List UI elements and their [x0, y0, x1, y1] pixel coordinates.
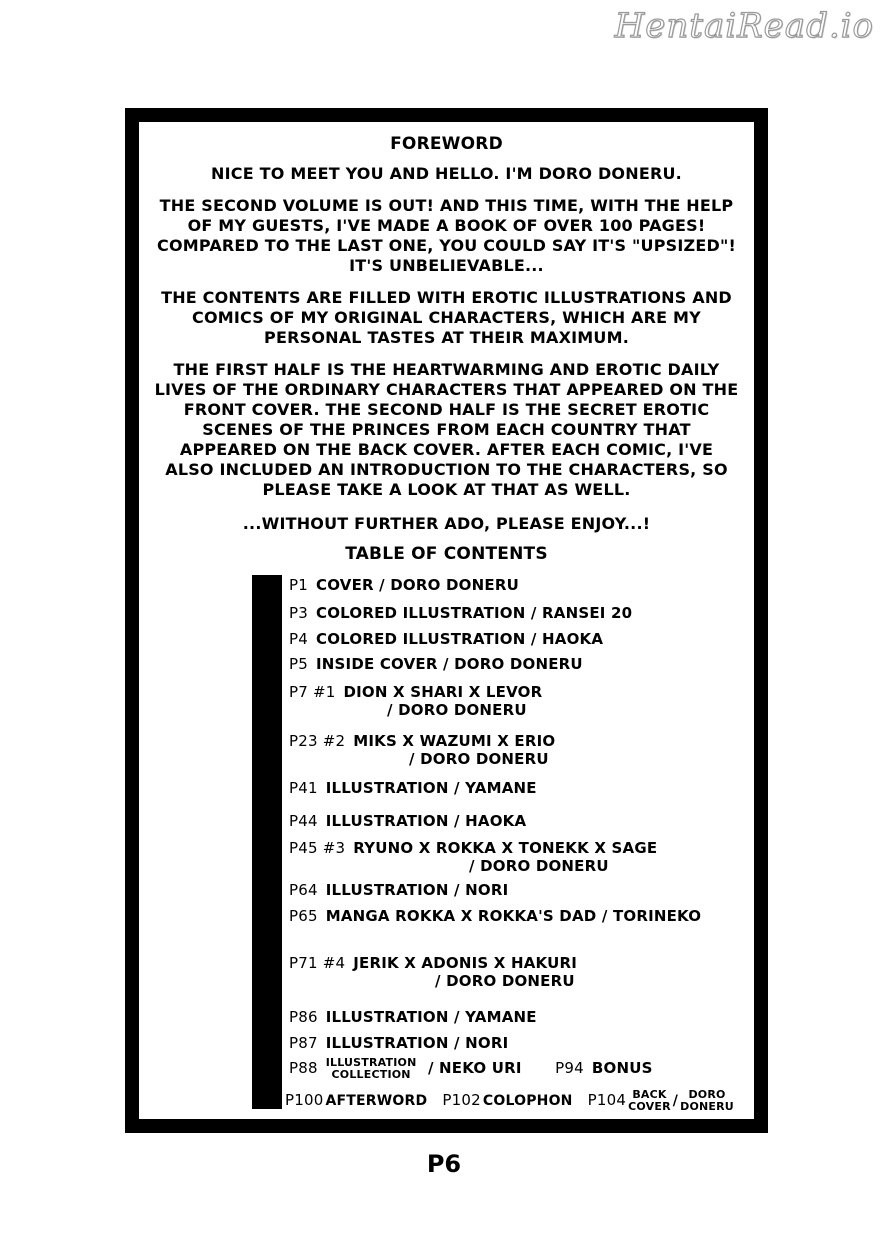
page-frame: [125, 108, 768, 1133]
toc-entry: P7 #1 DION X SHARI X LEVOR: [289, 683, 543, 701]
toc-entry-title-stacked: BACK COVER: [628, 1088, 671, 1113]
toc-entry: P44 ILLUSTRATION / HAOKA: [289, 812, 527, 830]
toc-entry-title-stacked: ILLUSTRATION COLLECTION: [325, 1055, 417, 1081]
toc-entry: P41 ILLUSTRATION / YAMANE: [289, 779, 537, 797]
toc-entry: P65 MANGA ROKKA X ROKKA'S DAD / TORINEKO: [289, 907, 702, 925]
toc-entry: P45 #3 RYUNO X ROKKA X TONEKK X SAGE: [289, 839, 658, 857]
watermark: HentaiRead.io: [614, 6, 874, 46]
foreword-paragraph-1: NICE TO MEET YOU AND HELLO. I'M DORO DONERU.: [211, 164, 682, 183]
toc-sidebar-bar: [252, 575, 282, 1109]
foreword-paragraph-4: THE FIRST HALF IS THE HEARTWARMING AND EROTIC DAILY LIVES OF THE ORDINARY CHARACTERS THAT APPEARED ON THE FRONT COVER. THE SECOND HALF IS THE SECRET EROTIC SCENES OF THE PRINCES FROM EACH COUNTRY THAT APPEARED ON THE BACK COVER. AFTER EACH COMIC, I'VE ALSO INCLUDED AN INTRODUCTION TO THE CHARACTERS, SO PLEASE TAKE A LOOK AT THAT AS WELL.: [154, 360, 739, 499]
text-panel: [139, 122, 754, 1119]
toc-entry: P87 ILLUSTRATION / NORI: [289, 1034, 509, 1052]
toc-entry: P1 COVER / DORO DONERU: [289, 576, 519, 594]
foreword-paragraph-2: THE SECOND VOLUME IS OUT! AND THIS TIME, WITH THE HELP OF MY GUESTS, I'VE MADE A BOOK OF OVER 100 PAGES! COMPARED TO THE LAST ONE, YOU COULD SAY IT'S "UPSIZED"! IT'S UNBELIEVABLE...: [157, 196, 736, 275]
foreword-paragraph-5: ...WITHOUT FURTHER ADO, PLEASE ENJOY...!: [242, 514, 651, 533]
toc-entry: P100 AFTERWORD P102 COLOPHON P104 BACK COVER / DORO DONERU: [285, 1088, 734, 1113]
toc-entry: P88 ILLUSTRATION COLLECTION / NEKO URI P94 BONUS: [289, 1055, 653, 1081]
foreword-paragraph-3: THE CONTENTS ARE FILLED WITH EROTIC ILLUSTRATIONS AND COMICS OF MY ORIGINAL CHARACTERS, WHICH ARE MY PERSONAL TASTES AT THEIR MAXIMUM.: [161, 288, 732, 347]
foreword-title: FOREWORD: [390, 134, 503, 154]
toc-entry: P3 COLORED ILLUSTRATION / RANSEI 20: [289, 604, 633, 622]
toc-entry: P4 COLORED ILLUSTRATION / HAOKA: [289, 630, 604, 648]
toc-title: TABLE OF CONTENTS: [345, 544, 548, 564]
toc-entry: P23 #2 MIKS X WAZUMI X ERIO: [289, 732, 556, 750]
toc-entry: P86 ILLUSTRATION / YAMANE: [289, 1008, 537, 1026]
toc-entry-author-stacked: DORO DONERU: [680, 1088, 734, 1113]
page-number: P6: [426, 1150, 462, 1178]
toc-entry: P5 INSIDE COVER / DORO DONERU: [289, 655, 583, 673]
toc-entry: P71 #4 JERIK X ADONIS X HAKURI: [289, 954, 578, 972]
toc-entry-author: / DORO DONERU: [409, 750, 549, 768]
toc-entry-author: / DORO DONERU: [469, 857, 609, 875]
toc-entry-author: / DORO DONERU: [387, 701, 527, 719]
toc-entry: P64 ILLUSTRATION / NORI: [289, 881, 509, 899]
toc-entry-author: / DORO DONERU: [435, 972, 575, 990]
